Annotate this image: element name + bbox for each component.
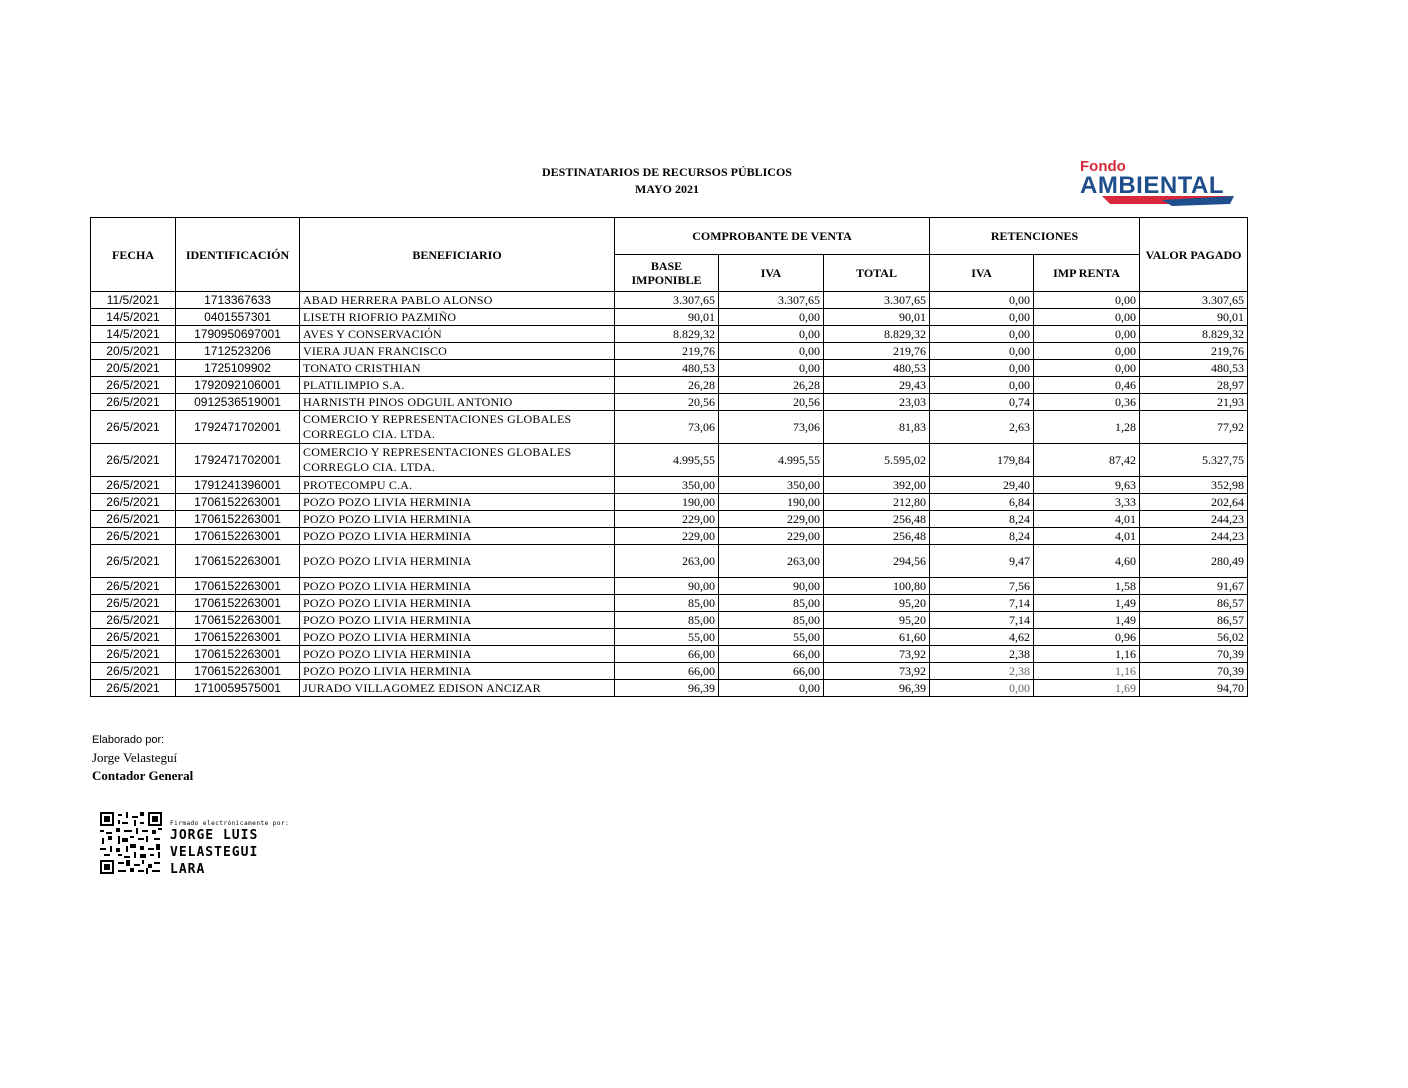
cell-valor-pagado: 244,23 xyxy=(1140,528,1248,545)
cell-identificacion: 1706152263001 xyxy=(176,578,300,595)
cell-fecha: 26/5/2021 xyxy=(91,494,176,511)
qr-code-icon xyxy=(100,812,162,874)
cell-fecha: 26/5/2021 xyxy=(91,411,176,444)
cell-retencion-iva: 6,84 xyxy=(930,494,1034,511)
table-row xyxy=(91,646,1248,663)
cell-beneficiario: PROTECOMPU C.A. xyxy=(300,477,615,494)
cell-retencion-iva: 0,00 xyxy=(930,309,1034,326)
fondo-ambiental-logo xyxy=(1062,156,1252,210)
cell-fecha: 26/5/2021 xyxy=(91,545,176,578)
cell-total: 23,03 xyxy=(824,394,930,411)
cell-total: 100,80 xyxy=(824,578,930,595)
cell-retencion-iva: 0,00 xyxy=(930,360,1034,377)
cell-iva: 229,00 xyxy=(719,511,824,528)
cell-fecha: 26/5/2021 xyxy=(91,612,176,629)
cell-identificacion: 1706152263001 xyxy=(176,545,300,578)
cell-base-imponible: 8.829,32 xyxy=(615,326,719,343)
cell-imp-renta: 1,69 xyxy=(1034,680,1140,697)
cell-valor-pagado: 480,53 xyxy=(1140,360,1248,377)
cell-imp-renta: 1,49 xyxy=(1034,595,1140,612)
header-beneficiario: BENEFICIARIO xyxy=(300,218,615,292)
cell-identificacion: 1792471702001 xyxy=(176,411,300,444)
cell-total: 61,60 xyxy=(824,629,930,646)
cell-imp-renta: 1,16 xyxy=(1034,663,1140,680)
cell-beneficiario: TONATO CRISTHIAN xyxy=(300,360,615,377)
signer-name-line-2: VELASTEGUI xyxy=(170,845,259,860)
cell-fecha: 26/5/2021 xyxy=(91,528,176,545)
cell-imp-renta: 87,42 xyxy=(1034,444,1140,477)
cell-base-imponible: 20,56 xyxy=(615,394,719,411)
cell-beneficiario: LISETH RIOFRIO PAZMIÑO xyxy=(300,309,615,326)
table-row xyxy=(91,477,1248,494)
cell-retencion-iva: 0,00 xyxy=(930,292,1034,309)
cell-beneficiario: POZO POZO LIVIA HERMINIA xyxy=(300,578,615,595)
cell-imp-renta: 4,01 xyxy=(1034,528,1140,545)
cell-fecha: 20/5/2021 xyxy=(91,360,176,377)
cell-base-imponible: 350,00 xyxy=(615,477,719,494)
cell-total: 480,53 xyxy=(824,360,930,377)
table-row xyxy=(91,444,1248,477)
cell-retencion-iva: 7,14 xyxy=(930,595,1034,612)
cell-fecha: 14/5/2021 xyxy=(91,309,176,326)
cell-identificacion: 1792092106001 xyxy=(176,377,300,394)
cell-beneficiario xyxy=(300,411,615,444)
cell-beneficiario: POZO POZO LIVIA HERMINIA xyxy=(300,511,615,528)
header-base-line2: IMPONIBLE xyxy=(631,273,702,287)
cell-imp-renta: 4,01 xyxy=(1034,511,1140,528)
header-comprobante-de-venta: COMPROBANTE DE VENTA xyxy=(615,218,930,255)
cell-valor-pagado: 56,02 xyxy=(1140,629,1248,646)
cell-base-imponible: 4.995,55 xyxy=(615,444,719,477)
cell-total: 256,48 xyxy=(824,511,930,528)
cell-iva: 26,28 xyxy=(719,377,824,394)
header-base-line1: BASE xyxy=(650,259,683,273)
title-line-2: MAYO 2021 xyxy=(635,182,699,196)
cell-retencion-iva: 0,00 xyxy=(930,377,1034,394)
preparer-role: Contador General xyxy=(92,768,194,783)
header-fecha: FECHA xyxy=(91,218,176,292)
cell-fecha: 26/5/2021 xyxy=(91,646,176,663)
table-row xyxy=(91,663,1248,680)
document-title xyxy=(460,164,874,198)
cell-imp-renta: 3,33 xyxy=(1034,494,1140,511)
cell-total: 294,56 xyxy=(824,545,930,578)
cell-base-imponible: 66,00 xyxy=(615,646,719,663)
logo-ambiental-text: AMBIENTAL xyxy=(1080,172,1225,199)
header-iva: IVA xyxy=(719,255,824,292)
cell-iva: 0,00 xyxy=(719,360,824,377)
header-imp-renta: IMP RENTA xyxy=(1034,255,1140,292)
cell-base-imponible: 229,00 xyxy=(615,528,719,545)
cell-total: 5.595,02 xyxy=(824,444,930,477)
cell-iva: 3.307,65 xyxy=(719,292,824,309)
cell-retencion-iva: 0,00 xyxy=(930,343,1034,360)
cell-valor-pagado: 86,57 xyxy=(1140,595,1248,612)
cell-identificacion: 1706152263001 xyxy=(176,494,300,511)
title-line-1: DESTINATARIOS DE RECURSOS PÚBLICOS xyxy=(542,165,792,179)
header-retenciones: RETENCIONES xyxy=(930,218,1140,255)
cell-imp-renta: 1,49 xyxy=(1034,612,1140,629)
cell-iva: 85,00 xyxy=(719,612,824,629)
cell-imp-renta: 0,00 xyxy=(1034,343,1140,360)
cell-identificacion: 1706152263001 xyxy=(176,595,300,612)
preparer-name: Jorge Velasteguí xyxy=(92,750,178,765)
cell-valor-pagado: 90,01 xyxy=(1140,309,1248,326)
cell-iva: 0,00 xyxy=(719,680,824,697)
table-row xyxy=(91,629,1248,646)
cell-identificacion: 1790950697001 xyxy=(176,326,300,343)
cell-retencion-iva: 0,00 xyxy=(930,326,1034,343)
cell-identificacion: 1791241396001 xyxy=(176,477,300,494)
cell-valor-pagado: 70,39 xyxy=(1140,646,1248,663)
cell-retencion-iva: 29,40 xyxy=(930,477,1034,494)
cell-valor-pagado: 352,98 xyxy=(1140,477,1248,494)
table-row xyxy=(91,511,1248,528)
signature-text xyxy=(170,820,390,878)
cell-imp-renta: 0,00 xyxy=(1034,326,1140,343)
table-row xyxy=(91,528,1248,545)
cell-base-imponible: 90,01 xyxy=(615,309,719,326)
table-row xyxy=(91,411,1248,444)
cell-base-imponible: 66,00 xyxy=(615,663,719,680)
table-row xyxy=(91,394,1248,411)
header-identificacion: IDENTIFICACIÓN xyxy=(176,218,300,292)
table-row xyxy=(91,309,1248,326)
cell-valor-pagado: 91,67 xyxy=(1140,578,1248,595)
cell-imp-renta: 4,60 xyxy=(1034,545,1140,578)
cell-beneficiario: POZO POZO LIVIA HERMINIA xyxy=(300,545,615,578)
cell-retencion-iva: 2,38 xyxy=(930,646,1034,663)
cell-iva: 66,00 xyxy=(719,646,824,663)
cell-iva: 190,00 xyxy=(719,494,824,511)
cell-beneficiario: VIERA JUAN FRANCISCO xyxy=(300,343,615,360)
cell-fecha: 26/5/2021 xyxy=(91,511,176,528)
cell-retencion-iva: 4,62 xyxy=(930,629,1034,646)
cell-beneficiario: ABAD HERRERA PABLO ALONSO xyxy=(300,292,615,309)
table-row xyxy=(91,377,1248,394)
cell-valor-pagado: 5.327,75 xyxy=(1140,444,1248,477)
cell-imp-renta: 1,28 xyxy=(1034,411,1140,444)
cell-iva: 20,56 xyxy=(719,394,824,411)
header-base-imponible xyxy=(615,255,719,292)
cell-total: 256,48 xyxy=(824,528,930,545)
cell-beneficiario: HARNISTH PINOS ODGUIL ANTONIO xyxy=(300,394,615,411)
cell-retencion-iva: 7,14 xyxy=(930,612,1034,629)
recipients-table xyxy=(90,217,1248,697)
cell-identificacion: 0401557301 xyxy=(176,309,300,326)
table-row xyxy=(91,612,1248,629)
cell-total: 29,43 xyxy=(824,377,930,394)
cell-iva: 85,00 xyxy=(719,595,824,612)
cell-valor-pagado: 94,70 xyxy=(1140,680,1248,697)
cell-fecha: 26/5/2021 xyxy=(91,394,176,411)
cell-fecha: 11/5/2021 xyxy=(91,292,176,309)
signer-name-line-3: LARA xyxy=(170,862,206,877)
cell-fecha: 26/5/2021 xyxy=(91,680,176,697)
cell-iva: 66,00 xyxy=(719,663,824,680)
cell-identificacion: 1706152263001 xyxy=(176,511,300,528)
cell-retencion-iva: 8,24 xyxy=(930,528,1034,545)
cell-fecha: 26/5/2021 xyxy=(91,444,176,477)
cell-total: 73,92 xyxy=(824,663,930,680)
cell-iva: 0,00 xyxy=(719,326,824,343)
cell-fecha: 20/5/2021 xyxy=(91,343,176,360)
cell-iva: 0,00 xyxy=(719,343,824,360)
cell-total: 73,92 xyxy=(824,646,930,663)
table-row xyxy=(91,343,1248,360)
cell-beneficiario: POZO POZO LIVIA HERMINIA xyxy=(300,629,615,646)
cell-imp-renta: 0,00 xyxy=(1034,309,1140,326)
cell-total: 96,39 xyxy=(824,680,930,697)
cell-beneficiario: POZO POZO LIVIA HERMINIA xyxy=(300,663,615,680)
cell-valor-pagado: 202,64 xyxy=(1140,494,1248,511)
cell-base-imponible: 96,39 xyxy=(615,680,719,697)
cell-fecha: 26/5/2021 xyxy=(91,578,176,595)
cell-fecha: 14/5/2021 xyxy=(91,326,176,343)
cell-base-imponible: 85,00 xyxy=(615,612,719,629)
prepared-by-label: Elaborado por: xyxy=(92,734,165,746)
header-retencion-iva: IVA xyxy=(930,255,1034,292)
cell-base-imponible: 90,00 xyxy=(615,578,719,595)
signer-name-line-1: JORGE LUIS xyxy=(170,828,259,843)
cell-iva: 229,00 xyxy=(719,528,824,545)
cell-beneficiario: POZO POZO LIVIA HERMINIA xyxy=(300,494,615,511)
cell-valor-pagado: 70,39 xyxy=(1140,663,1248,680)
table-row xyxy=(91,545,1248,578)
cell-total: 392,00 xyxy=(824,477,930,494)
cell-base-imponible: 190,00 xyxy=(615,494,719,511)
cell-beneficiario: POZO POZO LIVIA HERMINIA xyxy=(300,612,615,629)
cell-fecha: 26/5/2021 xyxy=(91,595,176,612)
prepared-by-block xyxy=(92,731,193,785)
header-total: TOTAL xyxy=(824,255,930,292)
cell-identificacion: 1706152263001 xyxy=(176,629,300,646)
cell-base-imponible: 263,00 xyxy=(615,545,719,578)
table-row xyxy=(91,326,1248,343)
cell-total: 81,83 xyxy=(824,411,930,444)
cell-total: 3.307,65 xyxy=(824,292,930,309)
table-row xyxy=(91,595,1248,612)
cell-identificacion: 1706152263001 xyxy=(176,646,300,663)
table-row xyxy=(91,292,1248,309)
cell-beneficiario: POZO POZO LIVIA HERMINIA xyxy=(300,646,615,663)
cell-total: 95,20 xyxy=(824,612,930,629)
cell-retencion-iva: 9,47 xyxy=(930,545,1034,578)
cell-retencion-iva: 7,56 xyxy=(930,578,1034,595)
cell-imp-renta: 1,16 xyxy=(1034,646,1140,663)
cell-valor-pagado: 3.307,65 xyxy=(1140,292,1248,309)
cell-beneficiario: PLATILIMPIO S.A. xyxy=(300,377,615,394)
cell-total: 212,80 xyxy=(824,494,930,511)
cell-iva: 263,00 xyxy=(719,545,824,578)
cell-base-imponible: 73,06 xyxy=(615,411,719,444)
cell-base-imponible: 219,76 xyxy=(615,343,719,360)
beneficiario-line-1: COMERCIO Y REPRESENTACIONES GLOBALES xyxy=(303,445,572,459)
cell-valor-pagado: 77,92 xyxy=(1140,411,1248,444)
cell-retencion-iva: 179,84 xyxy=(930,444,1034,477)
cell-imp-renta: 0,00 xyxy=(1034,292,1140,309)
header-valor-pagado: VALOR PAGADO xyxy=(1140,218,1248,292)
cell-total: 8.829,32 xyxy=(824,326,930,343)
table-row xyxy=(91,494,1248,511)
cell-beneficiario: POZO POZO LIVIA HERMINIA xyxy=(300,595,615,612)
cell-beneficiario: AVES Y CONSERVACIÓN xyxy=(300,326,615,343)
beneficiario-line-1: COMERCIO Y REPRESENTACIONES GLOBALES xyxy=(303,412,572,426)
cell-imp-renta: 0,96 xyxy=(1034,629,1140,646)
cell-base-imponible: 229,00 xyxy=(615,511,719,528)
cell-imp-renta: 1,58 xyxy=(1034,578,1140,595)
cell-imp-renta: 0,36 xyxy=(1034,394,1140,411)
cell-iva: 73,06 xyxy=(719,411,824,444)
cell-base-imponible: 55,00 xyxy=(615,629,719,646)
beneficiario-line-2: CORREGLO CIA. LTDA. xyxy=(303,427,436,441)
cell-identificacion: 1706152263001 xyxy=(176,528,300,545)
beneficiario-line-2: CORREGLO CIA. LTDA. xyxy=(303,460,436,474)
cell-total: 95,20 xyxy=(824,595,930,612)
cell-valor-pagado: 219,76 xyxy=(1140,343,1248,360)
cell-total: 90,01 xyxy=(824,309,930,326)
cell-identificacion: 1792471702001 xyxy=(176,444,300,477)
cell-valor-pagado: 280,49 xyxy=(1140,545,1248,578)
cell-beneficiario: POZO POZO LIVIA HERMINIA xyxy=(300,528,615,545)
cell-fecha: 26/5/2021 xyxy=(91,377,176,394)
cell-total: 219,76 xyxy=(824,343,930,360)
cell-retencion-iva: 2,38 xyxy=(930,663,1034,680)
cell-identificacion: 1706152263001 xyxy=(176,612,300,629)
cell-iva: 350,00 xyxy=(719,477,824,494)
cell-iva: 90,00 xyxy=(719,578,824,595)
cell-base-imponible: 3.307,65 xyxy=(615,292,719,309)
table-row xyxy=(91,578,1248,595)
logo-fondo-text: Fondo xyxy=(1080,158,1126,175)
cell-imp-renta: 0,46 xyxy=(1034,377,1140,394)
cell-identificacion: 1713367633 xyxy=(176,292,300,309)
cell-retencion-iva: 8,24 xyxy=(930,511,1034,528)
cell-valor-pagado: 21,93 xyxy=(1140,394,1248,411)
signature-caption: Firmado electrónicamente por: xyxy=(170,820,290,827)
cell-base-imponible: 26,28 xyxy=(615,377,719,394)
cell-identificacion: 1706152263001 xyxy=(176,663,300,680)
cell-base-imponible: 85,00 xyxy=(615,595,719,612)
cell-fecha: 26/5/2021 xyxy=(91,663,176,680)
table-row xyxy=(91,360,1248,377)
cell-identificacion: 1710059575001 xyxy=(176,680,300,697)
cell-beneficiario xyxy=(300,444,615,477)
cell-imp-renta: 0,00 xyxy=(1034,360,1140,377)
cell-retencion-iva: 0,74 xyxy=(930,394,1034,411)
cell-beneficiario: JURADO VILLAGOMEZ EDISON ANCIZAR xyxy=(300,680,615,697)
cell-identificacion: 1725109902 xyxy=(176,360,300,377)
cell-valor-pagado: 244,23 xyxy=(1140,511,1248,528)
cell-valor-pagado: 86,57 xyxy=(1140,612,1248,629)
cell-iva: 0,00 xyxy=(719,309,824,326)
cell-imp-renta: 9,63 xyxy=(1034,477,1140,494)
cell-retencion-iva: 2,63 xyxy=(930,411,1034,444)
cell-base-imponible: 480,53 xyxy=(615,360,719,377)
cell-fecha: 26/5/2021 xyxy=(91,477,176,494)
cell-fecha: 26/5/2021 xyxy=(91,629,176,646)
cell-iva: 55,00 xyxy=(719,629,824,646)
cell-retencion-iva: 0,00 xyxy=(930,680,1034,697)
cell-identificacion: 0912536519001 xyxy=(176,394,300,411)
cell-identificacion: 1712523206 xyxy=(176,343,300,360)
cell-valor-pagado: 8.829,32 xyxy=(1140,326,1248,343)
cell-iva: 4.995,55 xyxy=(719,444,824,477)
table-row xyxy=(91,680,1248,697)
cell-valor-pagado: 28,97 xyxy=(1140,377,1248,394)
